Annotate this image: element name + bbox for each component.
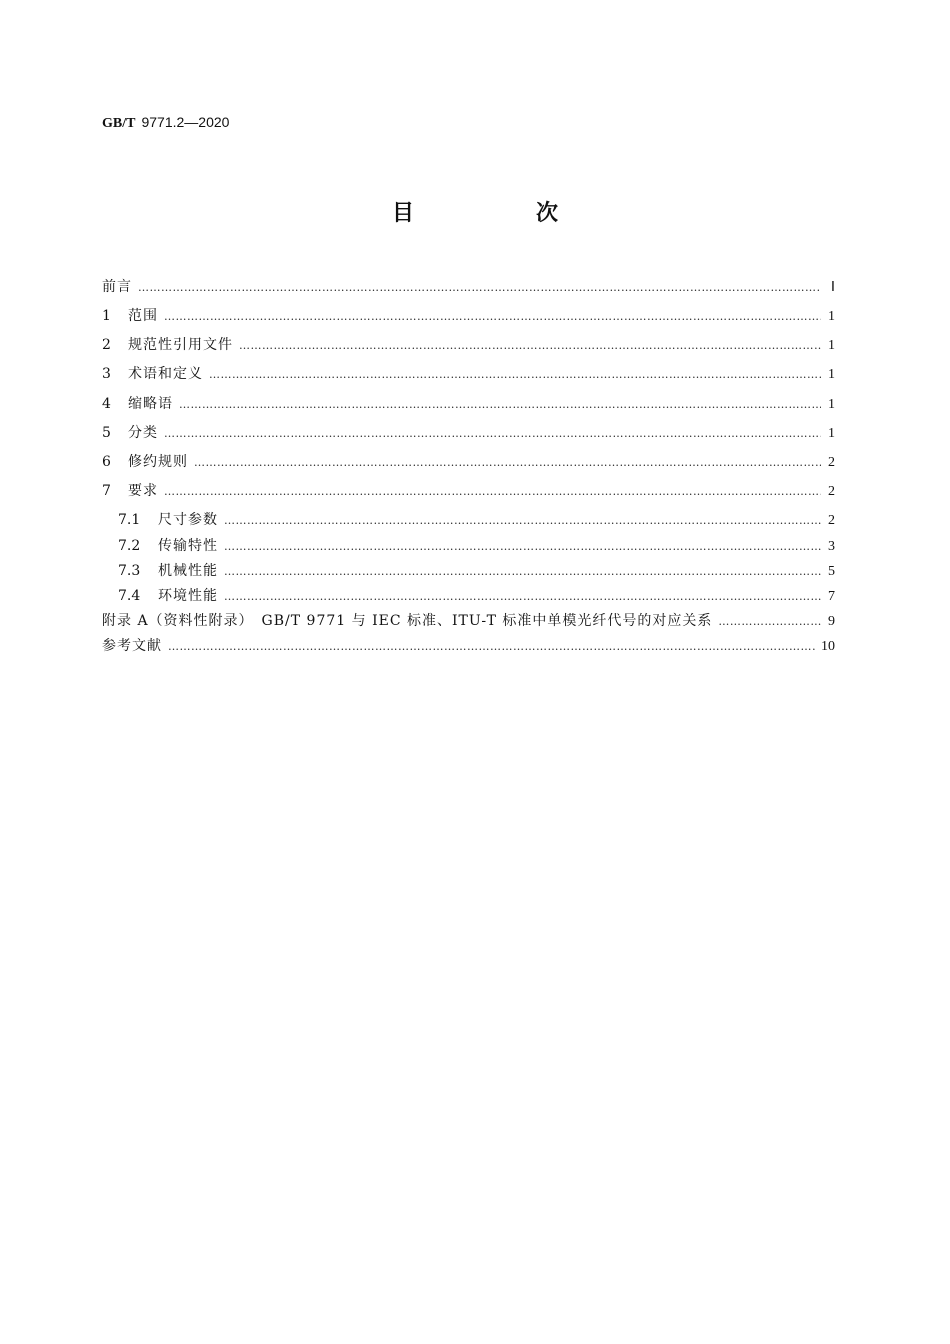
toc-entry-number: 2 xyxy=(102,337,111,353)
toc-entry-number: 7.3 xyxy=(118,563,141,579)
toc-entry-page: 1 xyxy=(828,367,835,382)
dot-leader xyxy=(164,485,821,498)
toc-entry-number: 1 xyxy=(102,308,111,324)
toc-entry-label: 缩略语 xyxy=(128,396,173,412)
toc-entry-page: 3 xyxy=(828,539,835,554)
toc-entry-page: 1 xyxy=(828,338,835,353)
page-title: 目 次 xyxy=(391,200,608,226)
toc-entry-number: 6 xyxy=(102,454,111,470)
toc-entry-number: 7.1 xyxy=(118,512,141,528)
toc-entry-label: 规范性引用文件 xyxy=(128,337,233,353)
toc-entry-number: 7.4 xyxy=(118,588,141,604)
toc-entry-page: 7 xyxy=(828,589,835,604)
toc-entry[interactable] xyxy=(102,334,835,354)
toc-entry-page: 2 xyxy=(828,455,835,470)
toc-entry[interactable] xyxy=(118,560,835,580)
toc-entry-label: 范围 xyxy=(128,308,158,324)
toc-entry[interactable] xyxy=(102,480,835,500)
toc-entry-number: 7 xyxy=(102,483,111,499)
toc-entry[interactable] xyxy=(102,451,835,471)
dot-leader xyxy=(194,456,821,469)
dot-leader xyxy=(164,310,821,323)
toc-entry-page: 9 xyxy=(828,614,835,629)
toc-entry[interactable] xyxy=(118,509,835,529)
toc-entry-number: 7.2 xyxy=(118,538,141,554)
toc-entry-page: 1 xyxy=(828,309,835,324)
dot-leader xyxy=(718,615,821,628)
toc-entry-page: 1 xyxy=(828,397,835,412)
dot-leader xyxy=(239,339,821,352)
dot-leader xyxy=(209,368,821,381)
dot-leader xyxy=(168,640,815,653)
toc-entry-number: 5 xyxy=(102,425,111,441)
toc-entry-label: 修约规则 xyxy=(128,454,188,470)
toc-entry[interactable] xyxy=(102,393,835,413)
toc-entry-page: 2 xyxy=(828,484,835,499)
toc-entry[interactable] xyxy=(118,585,835,605)
toc-entry[interactable] xyxy=(102,635,835,655)
toc-entry-page: 2 xyxy=(828,513,835,528)
toc-entry[interactable] xyxy=(102,305,835,325)
dot-leader xyxy=(164,427,821,440)
toc-entry-label: 分类 xyxy=(128,425,158,441)
dot-leader xyxy=(224,514,821,527)
dot-leader xyxy=(224,590,821,603)
toc-entry-label: 要求 xyxy=(128,483,158,499)
toc-entry[interactable] xyxy=(118,535,835,555)
dot-leader xyxy=(138,281,821,294)
document-header xyxy=(102,114,229,132)
dot-leader xyxy=(179,398,821,411)
toc-entry-page: Ⅰ xyxy=(830,280,835,295)
toc-entry-label: 附录 A（资料性附录） GB/T 9771 与 IEC 标准、ITU-T 标准中单模光纤代号的对应关系 xyxy=(102,613,713,629)
toc-entry[interactable] xyxy=(102,363,835,383)
toc-entry-page: 5 xyxy=(828,564,835,579)
toc-entry-label: 术语和定义 xyxy=(128,366,203,382)
standard-number: 9771.2—2020 xyxy=(141,114,230,130)
toc-entry-page: 1 xyxy=(828,426,835,441)
standard-prefix: GB/T xyxy=(102,116,136,131)
toc-entry-label: 传输特性 xyxy=(158,538,218,554)
dot-leader xyxy=(224,540,821,553)
toc-entry[interactable] xyxy=(102,610,835,630)
toc-entry-label: 尺寸参数 xyxy=(158,512,218,528)
toc-entry[interactable] xyxy=(102,422,835,442)
toc-entry-page: 10 xyxy=(821,639,835,654)
toc-entry-label: 参考文献 xyxy=(102,638,162,654)
toc-entry-label: 机械性能 xyxy=(158,563,218,579)
dot-leader xyxy=(224,565,821,578)
toc-entry-label: 前言 xyxy=(102,279,132,295)
toc-entry-label: 环境性能 xyxy=(158,588,218,604)
toc-entry-number: 4 xyxy=(102,396,111,412)
toc-entry[interactable] xyxy=(102,276,835,296)
toc-entry-number: 3 xyxy=(102,366,111,382)
